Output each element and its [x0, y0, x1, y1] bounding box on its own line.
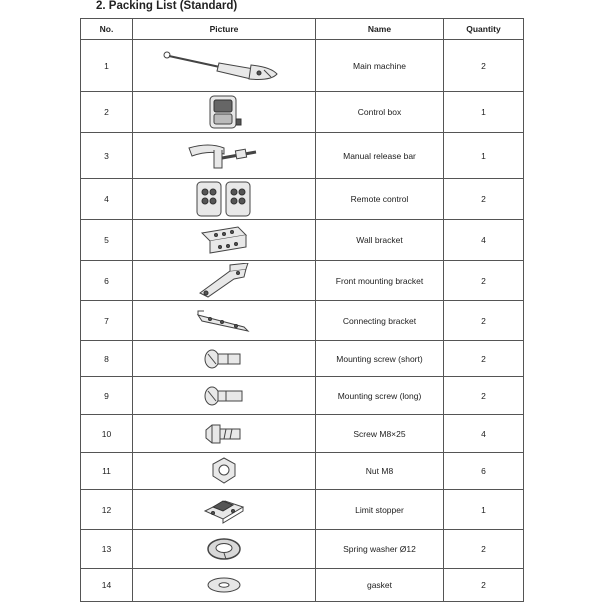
picture-cell	[133, 40, 316, 92]
limit-stopper-icon	[199, 495, 249, 525]
item-quantity: 2	[444, 261, 524, 301]
picture-cell	[133, 453, 316, 490]
table-header-row	[81, 19, 524, 40]
item-quantity: 2	[444, 301, 524, 341]
item-name: Nut M8	[316, 453, 444, 490]
header-picture: Picture	[133, 19, 316, 40]
item-quantity: 4	[444, 220, 524, 261]
item-quantity: 2	[444, 341, 524, 377]
row-number: 2	[81, 92, 133, 133]
hex-bolt-icon	[202, 420, 246, 448]
header-quantity: Quantity	[444, 19, 524, 40]
picture-cell	[133, 377, 316, 415]
item-quantity: 2	[444, 377, 524, 415]
item-quantity: 2	[444, 530, 524, 569]
table-row	[81, 377, 524, 415]
connecting-bracket-icon	[194, 307, 254, 335]
hex-nut-icon	[209, 456, 239, 486]
packing-list-table	[80, 18, 524, 602]
table-row	[81, 530, 524, 569]
linear-actuator-icon	[159, 49, 289, 83]
picture-cell	[133, 415, 316, 453]
row-number: 8	[81, 341, 133, 377]
control-box-icon	[204, 93, 244, 131]
row-number: 14	[81, 569, 133, 602]
item-quantity: 2	[444, 40, 524, 92]
item-name: Remote control	[316, 179, 444, 220]
row-number: 7	[81, 301, 133, 341]
table-row	[81, 453, 524, 490]
remote-control-icon	[194, 180, 254, 218]
table-row	[81, 261, 524, 301]
table-row	[81, 133, 524, 179]
row-number: 13	[81, 530, 133, 569]
item-quantity: 1	[444, 133, 524, 179]
long-screw-icon	[202, 383, 246, 409]
item-name: Mounting screw (short)	[316, 341, 444, 377]
table-row	[81, 341, 524, 377]
row-number: 11	[81, 453, 133, 490]
table-row	[81, 220, 524, 261]
table-row	[81, 92, 524, 133]
item-quantity: 1	[444, 92, 524, 133]
item-name: gasket	[316, 569, 444, 602]
item-name: Control box	[316, 92, 444, 133]
item-name: Main machine	[316, 40, 444, 92]
picture-cell	[133, 341, 316, 377]
picture-cell	[133, 92, 316, 133]
picture-cell	[133, 179, 316, 220]
item-quantity: 1	[444, 490, 524, 530]
picture-cell	[133, 261, 316, 301]
item-quantity: 6	[444, 453, 524, 490]
release-key-icon	[184, 138, 264, 174]
row-number: 12	[81, 490, 133, 530]
item-name: Limit stopper	[316, 490, 444, 530]
item-quantity: 2	[444, 569, 524, 602]
section-heading: 2. Packing List (Standard)	[96, 0, 238, 12]
flat-washer-icon	[204, 575, 244, 595]
header-name: Name	[316, 19, 444, 40]
table-row	[81, 490, 524, 530]
item-name: Screw M8×25	[316, 415, 444, 453]
table-row	[81, 569, 524, 602]
picture-cell	[133, 530, 316, 569]
row-number: 10	[81, 415, 133, 453]
table-row	[81, 179, 524, 220]
row-number: 9	[81, 377, 133, 415]
item-name: Spring washer Ø12	[316, 530, 444, 569]
picture-cell	[133, 490, 316, 530]
short-screw-icon	[202, 346, 246, 372]
item-name: Front mounting bracket	[316, 261, 444, 301]
item-name: Wall bracket	[316, 220, 444, 261]
table-row	[81, 40, 524, 92]
row-number: 1	[81, 40, 133, 92]
picture-cell	[133, 301, 316, 341]
row-number: 4	[81, 179, 133, 220]
picture-cell	[133, 220, 316, 261]
spring-washer-icon	[204, 536, 244, 562]
row-number: 6	[81, 261, 133, 301]
item-name: Connecting bracket	[316, 301, 444, 341]
item-name: Mounting screw (long)	[316, 377, 444, 415]
wall-bracket-icon	[194, 223, 254, 257]
table-row	[81, 415, 524, 453]
item-name: Manual release bar	[316, 133, 444, 179]
item-quantity: 2	[444, 179, 524, 220]
row-number: 5	[81, 220, 133, 261]
front-bracket-icon	[194, 263, 254, 299]
row-number: 3	[81, 133, 133, 179]
picture-cell	[133, 569, 316, 602]
picture-cell	[133, 133, 316, 179]
table-row	[81, 301, 524, 341]
header-no: No.	[81, 19, 133, 40]
item-quantity: 4	[444, 415, 524, 453]
